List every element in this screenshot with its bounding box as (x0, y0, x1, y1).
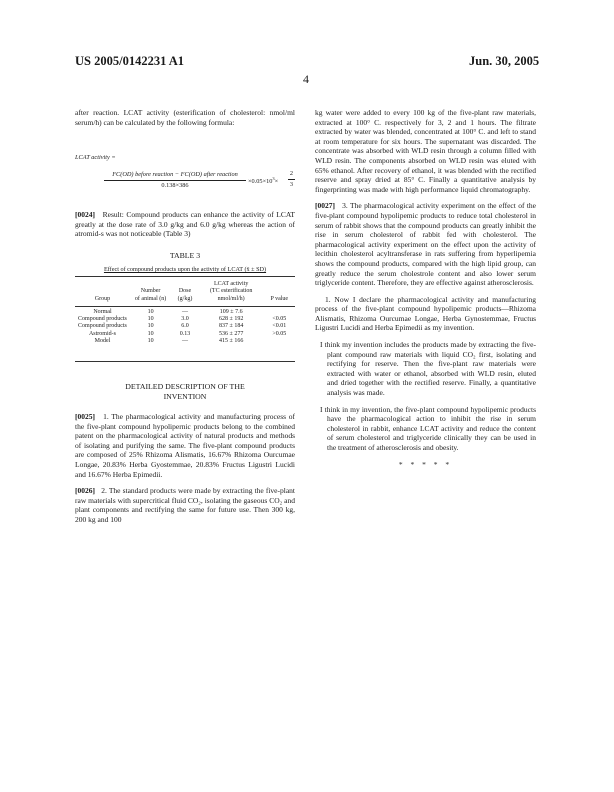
table-header-row (75, 281, 295, 303)
intro-paragraph: after reaction. LCAT activity (esterification of cholesterol: nmol/ml serum/h) can be calculated by the following formula: (75, 108, 295, 127)
claim-1: 1. Now I declare the pharmacological activity and manufacturing process of the five-plant compound hypolipemic products—Rhizoma Alismatis, Rhizoma Ourcumae Longae, Herba Gynostemmae, Fructus Ligustri Lucidi and Herba Epimedii as my invention. (315, 294, 536, 333)
cell-group: Compound products (78, 323, 127, 330)
para-0027-number: [0027] (315, 201, 335, 211)
cell-p (264, 309, 295, 316)
cell-n: 10 (147, 316, 154, 323)
para-0024-text: Result: Compound products can enhance the activity of LCAT greatly at the dose rate of 3.0 g/kg and 6.0 g/kg whereas the action of atromid-s was not noticeable (Table 3) (75, 210, 295, 239)
cell-group: Model (94, 338, 111, 345)
para-0024-number: [0024] (75, 210, 95, 219)
cell-dose: 6.0 (181, 323, 189, 330)
table-row (75, 331, 295, 338)
cell-p: <0.01 (272, 323, 287, 330)
claim-3: I think in my invention, the five-plant compound hypolipemic products have the pharmacological action to inhibit the rise in serum cholesterol in rabbit, enhance LCAT activity and reduce the content of serum cholesterol and triglyceride clinically they can be used in the treatment of atherosclerosis and obesity. (320, 404, 536, 452)
col-dose-line-2: (g/kg) (177, 295, 193, 302)
end-mark: * * * * * (398, 459, 453, 469)
cell-n: 10 (147, 323, 154, 330)
cell-p: <0.05 (272, 316, 287, 323)
cell-p: >0.05 (272, 330, 287, 337)
cell-lcat: 109 ± 7.6 (219, 308, 243, 315)
paragraph-continuation: kg water were added to every 100 kg of the five-plant raw materials, extracted at 100° C. respectively for 3, 2 and 1 hours. The filtrate extracted by water was blended, concentrated at 100° C. and left to stand at room temperature for six hours. The supernatant was discarded. The concentrate was absorbed with WLD resin through a column filled with WLD resin. The components absorbed on WLD resin was eluted with 65% ethanol. After recovery of ethanol, it was blended with the rectified reserve and spray dried at 85° C. Finally a quantitative analysis by fingerprinting was made with high performance liquid chromatography. (315, 108, 536, 194)
section-heading (75, 382, 295, 402)
formula-frac-den: 3 (289, 181, 294, 188)
cell-group: Compound products (78, 316, 127, 323)
para-0025-number: [0025] (75, 412, 95, 421)
table-row (75, 338, 295, 345)
cell-lcat: 837 ± 184 (219, 323, 244, 330)
para-0027-text: 3. The pharmacological activity experiment on the effect of the five-plant compound hypolipemic products to reduce total cholesterol in serum of rabbit shows that the compound products can greatly inhibit the rise in serum cholesterol of rabbit fed with cholesterol. The pharmacological activity experiment on the effect upon the activity of lecithin cholesterol acyltransferase in rats suffering from hyperlipemia shows the compound products, compared with the high lipid group, can greatly reduce the serum cholestrole content and also lower serum triglyceride content. Therefore, they are effective against atherosclerosis. (315, 201, 537, 288)
formula-times-b: × (274, 178, 279, 186)
col-number-line-2: of animal (n) (134, 295, 167, 302)
formula-numerator: FC(OD) before reaction − FC(OD) after reaction (112, 171, 238, 178)
para-0026-text: 2. The standard products were made by extracting the five-plant raw materials with supercritical fluid CO₂, isolating the gaseous CO₂ and plant components and rectifying the same for future use. Then 300 kg, 200 kg and 100 (75, 486, 295, 524)
section-heading-line-2: INVENTION (163, 392, 207, 401)
table-top-rule (75, 276, 295, 277)
paragraph-0027 (315, 201, 536, 287)
cell-dose: — (182, 308, 188, 315)
col-dose-line-1: Dose (178, 288, 192, 295)
table-bottom-rule (75, 361, 295, 362)
formula-exponent: 3 (272, 176, 275, 181)
page-number: 4 (303, 72, 309, 86)
publication-date: Jun. 30, 2005 (469, 54, 540, 68)
formula-fraction-bar (104, 180, 246, 181)
right-column (315, 108, 536, 476)
col-number-header (130, 281, 171, 303)
cell-n: 10 (147, 338, 154, 345)
col-dose-header (171, 281, 199, 303)
para-0025-text: 1. The pharmacological activity and manufacturing process of the five-plant compound hypolipernic products belong to the combined patent on the pharmacological activity of natural products and methods of isolating and purifying the same. The five-plant compound products are composed of 25% Rhizoma Alismatis, 16.67% Rhizoma Ourcumae Longae, 20.83% Herba Gyostemmae, 20.83% Fructus Ligustri Lucidi and 16.67% Herba Epimedii. (75, 412, 296, 479)
col-group-header: Group (94, 295, 111, 302)
col-pvalue-header: P value (270, 295, 289, 302)
section-heading-line-1: DETAILED DESCRIPTION OF THE (125, 382, 245, 391)
col-lcat-line-2: (TC esterification (209, 288, 253, 295)
col-lcat-line-3: nmol/ml/h) (217, 295, 245, 302)
cell-dose: 3.0 (181, 316, 189, 323)
formula-times-a: ×0.05×10 (248, 178, 273, 186)
table-caption: Effect of compound products upon the activity of LCAT (x̄ ± SD) (103, 266, 267, 273)
table-title: TABLE 3 (169, 251, 201, 260)
cell-n: 10 (147, 308, 154, 315)
cell-p (264, 338, 295, 345)
formula-lhs: LCAT activity = (75, 154, 116, 161)
cell-n: 10 (147, 330, 154, 337)
table-row (75, 316, 295, 323)
left-body-lower (75, 412, 295, 532)
formula-small-fraction-bar (288, 179, 295, 180)
publication-number: US 2005/0142231 A1 (75, 54, 185, 68)
formula-multiplier (248, 176, 278, 185)
paragraph-0026 (75, 486, 295, 524)
para-0026-number: [0026] (75, 486, 95, 496)
table-3 (75, 281, 295, 345)
cell-group: Astromid-s (88, 330, 116, 337)
cell-lcat: 415 ± 166 (219, 338, 244, 345)
cell-lcat: 536 ± 277 (219, 330, 244, 337)
left-column (75, 108, 295, 134)
cell-lcat: 628 ± 192 (219, 316, 244, 323)
col-lcat-header (199, 281, 264, 303)
table-row (75, 309, 295, 316)
paragraph-0024 (75, 210, 295, 246)
cell-dose: 0.13 (179, 330, 191, 337)
paragraph-0025 (75, 412, 295, 479)
col-number-line-1: Number (140, 288, 161, 295)
col-lcat-line-1: LCAT activity (213, 281, 249, 287)
formula-denominator: 0.138×386 (161, 182, 189, 189)
formula-frac-num: 2 (289, 170, 294, 177)
table-row (75, 323, 295, 330)
claim-2: I think my invention includes the products made by extracting the five-plant compound raw materials with liquid CO₂ first, isolating and rectifying for reserve. Then the five-plant raw materials were extracted with water or ethanol, absorbed with WLD resin, eluted and dried together with the rectified reserve. Finally, a quantitative analysis was made. (320, 340, 536, 398)
cell-dose: — (182, 338, 188, 345)
cell-group: Normal (93, 308, 112, 315)
